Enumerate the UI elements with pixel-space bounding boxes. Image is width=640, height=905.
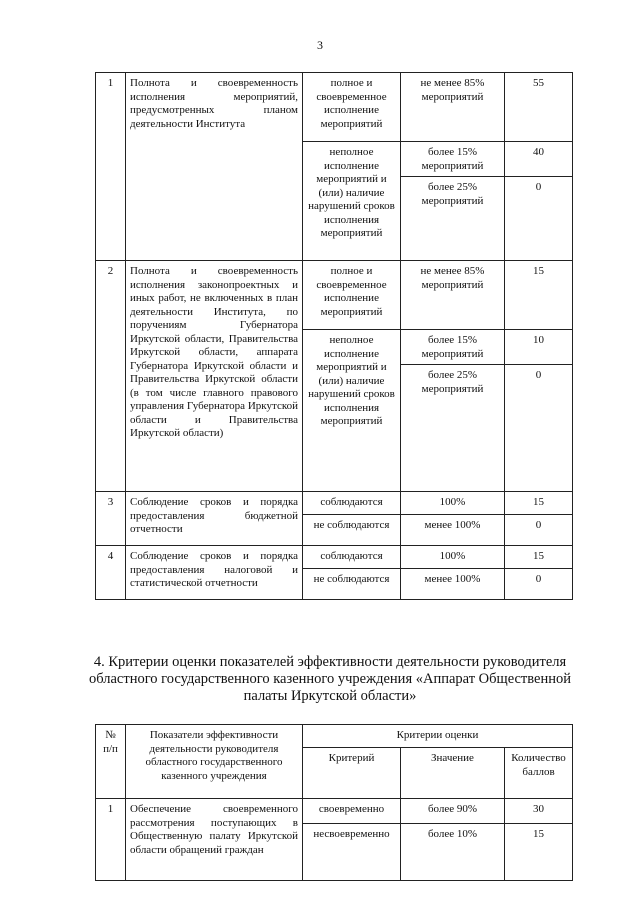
- points-cell: 15: [505, 492, 573, 515]
- points-cell: 0: [505, 177, 573, 261]
- page-number: 3: [317, 38, 323, 52]
- value-cell: не менее 85% мероприятий: [401, 261, 505, 330]
- row-number: 2: [96, 261, 126, 492]
- value-cell: 100%: [401, 546, 505, 569]
- criterion-cell: своевременно: [303, 799, 401, 824]
- points-cell: 10: [505, 330, 573, 365]
- points-cell: 40: [505, 142, 573, 177]
- header-indicator: Показатели эффективности деятельности руководителя областного государственного казенного учреждения: [126, 725, 303, 799]
- table-row: [96, 546, 573, 569]
- indicator-cell: Соблюдение сроков и порядка предоставления налоговой и статистической отчетности: [126, 546, 303, 600]
- header-criterion: Критерий: [303, 748, 401, 799]
- criteria-table-continued: [95, 72, 573, 600]
- value-cell: менее 100%: [401, 569, 505, 600]
- table-row: [96, 799, 573, 824]
- header-points: Количество баллов: [505, 748, 573, 799]
- criterion-cell: не соблюдаются: [303, 515, 401, 546]
- value-cell: более 15% мероприятий: [401, 330, 505, 365]
- value-cell: более 10%: [401, 824, 505, 881]
- criterion-cell: несвоевременно: [303, 824, 401, 881]
- criterion-cell: соблюдаются: [303, 492, 401, 515]
- points-cell: 0: [505, 515, 573, 546]
- value-cell: 100%: [401, 492, 505, 515]
- criterion-cell: неполное исполнение мероприятий и (или) наличие нарушений сроков исполнения мероприятий: [303, 142, 401, 261]
- section-heading: 4. Критерии оценки показателей эффективности деятельности руководителя областного государственного казенного учреждения «Аппарат Общественной палаты Иркутской области»: [88, 654, 571, 704]
- table-header-row: [96, 725, 573, 748]
- criterion-cell: неполное исполнение мероприятий и (или) наличие нарушений сроков исполнения мероприятий: [303, 330, 401, 492]
- points-cell: 30: [505, 799, 573, 824]
- table-row: [96, 261, 573, 330]
- value-cell: более 15% мероприятий: [401, 142, 505, 177]
- header-criteria-group: Критерии оценки: [303, 725, 573, 748]
- points-cell: 55: [505, 73, 573, 142]
- indicator-cell: Соблюдение сроков и порядка предоставления бюджетной отчетности: [126, 492, 303, 546]
- row-number: 4: [96, 546, 126, 600]
- criterion-cell: полное и своевременное исполнение мероприятий: [303, 73, 401, 142]
- row-number: 1: [96, 799, 126, 881]
- header-num: № п/п: [96, 725, 126, 799]
- table-row: [96, 73, 573, 142]
- points-cell: 15: [505, 546, 573, 569]
- criterion-cell: соблюдаются: [303, 546, 401, 569]
- value-cell: более 90%: [401, 799, 505, 824]
- indicator-cell: Полнота и своевременность исполнения мероприятий, предусмотренных планом деятельности Института: [126, 73, 303, 261]
- points-cell: 15: [505, 824, 573, 881]
- leader-criteria-table: [95, 724, 573, 881]
- points-cell: 0: [505, 569, 573, 600]
- points-cell: 15: [505, 261, 573, 330]
- value-cell: более 25% мероприятий: [401, 177, 505, 261]
- criterion-cell: полное и своевременное исполнение мероприятий: [303, 261, 401, 330]
- points-cell: 0: [505, 365, 573, 492]
- header-value: Значение: [401, 748, 505, 799]
- row-number: 3: [96, 492, 126, 546]
- indicator-cell: Полнота и своевременность исполнения законопроектных и иных работ, не включенных в план деятельности Института, по поручениям Губернатора Иркутской области, Правительства Иркутской области, аппарата Губернатора Иркутской области и Правительства Иркутской области (в том числе главного правового управления Губернатора Иркутской области и Правительства Иркутской области): [126, 261, 303, 492]
- value-cell: менее 100%: [401, 515, 505, 546]
- table-row: [96, 492, 573, 515]
- criterion-cell: не соблюдаются: [303, 569, 401, 600]
- row-number: 1: [96, 73, 126, 261]
- indicator-cell: Обеспечение своевременного рассмотрения поступающих в Общественную палату Иркутской области обращений граждан: [126, 799, 303, 881]
- value-cell: более 25% мероприятий: [401, 365, 505, 492]
- value-cell: не менее 85% мероприятий: [401, 73, 505, 142]
